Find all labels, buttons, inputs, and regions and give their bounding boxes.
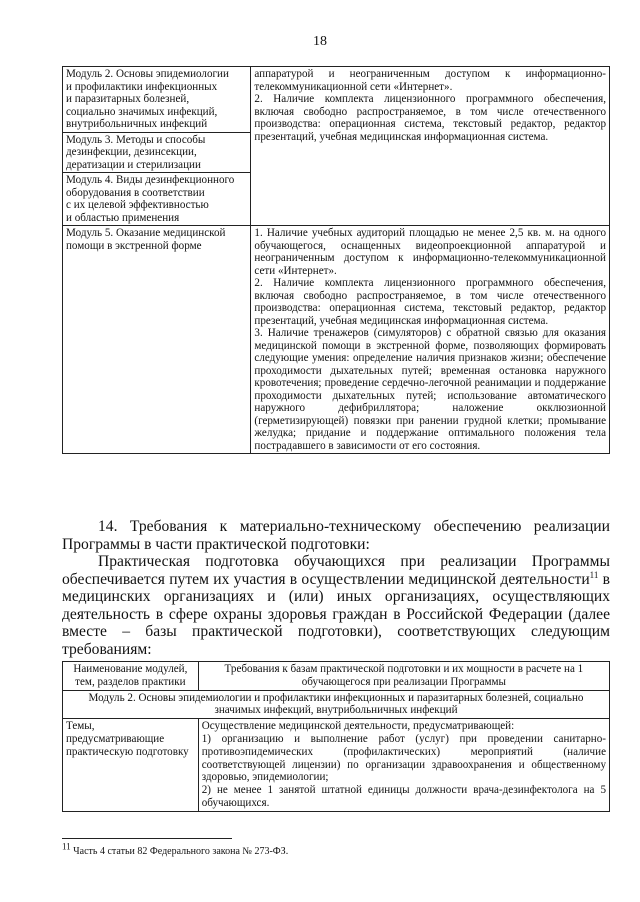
topics-cell: Темы, предусматривающие практическую подготовку [63, 719, 199, 812]
requirement-simulators: 3. Наличие тренажеров (симуляторов) с обратной связью для оказания медицинской помощи в экстренной форме, позволяющих формировать следующие умения: определение наличия признаков жизни; обеспечение проходимости дыхательных путей; временная остановка наружного кровотечения; проведение сердечно-легочной реанимации и поддержание проходимости дыхательных путей; использование автоматического наружного дефибриллятора; наложение окклюзионной (герметизирующей) повязки при ранении грудной клетки; промывание желудка; придание и поддержание оптимального положения тела пострадавшего в зависимости от его состояния. [254, 327, 606, 452]
header-col-modules: Наименование модулей, тем, разделов практики [63, 662, 199, 691]
footnote-mark: 11 [62, 841, 71, 852]
module-4-line: оборудования в соответствии [66, 186, 205, 199]
header-col-requirements: Требования к базам практической подготовки и их мощности в расчете на 1 обучающегося при реализации Программы [198, 662, 609, 691]
section-heading: 14. Требования к материально-техническому обеспечению реализации Программы в части практической подготовки: [62, 518, 610, 553]
module-4-line: с их целевой эффективностью [66, 199, 209, 211]
module-2-line: и паразитарных болезней, [66, 93, 190, 105]
module-2-line: внутрибольничных инфекций [66, 118, 208, 130]
footnote [62, 841, 602, 858]
module-2-line: социально значимых инфекций, [66, 105, 218, 118]
paragraph-text: Практическая подготовка обучающихся при реализации Программы обеспечивается путем их участия в осуществлении медицинской деятельности [62, 553, 610, 588]
module-3-cell [63, 132, 251, 173]
module-2-cell [63, 67, 251, 133]
requirement-item-1: 1) организацию и выполнение работ (услуг) при проведении санитарно-противоэпидемических (профилактических) мероприятий (наличие соответствующей лицензии) по организации здравоохранения и общественному здоровью, эпидемиологии; [201, 732, 606, 784]
module-3-line: дератизации и стерилизации [66, 158, 201, 171]
footnote-text: Часть 4 статьи 82 Федерального закона № 273-ФЗ. [70, 846, 289, 857]
requirement-software: 2. Наличие комплекта лицензионного программного обеспечения, включая свободно распространяемое, в том числе отечественного производства: операционная система, текстовый редактор, редактор презентаций, учебная медицинская информационная система. [254, 93, 606, 143]
requirement-classrooms: 1. Наличие учебных аудиторий площадью не менее 2,5 кв. м. на одного обучающегося, оснащенных видеопроекционной аппаратурой и неограниченным доступом к информационно-телекоммуникационной сети «Интернет». [254, 227, 606, 277]
page-number: 18 [313, 34, 327, 49]
paragraph-text-continued: в медицинских организациях и (или) иных организациях, осуществляющих деятельность в сфере охраны здоровья граждан в Российской Федерации (далее вместе – базы практической подготовки), соответствующих следующим требованиям: [62, 570, 610, 658]
module-2-row: Модуль 2. Основы эпидемиологии и профилактики инфекционных и паразитарных болезней, социально значимых инфекций, внутрибольничных инфекций [63, 690, 610, 719]
module-2-line: Модуль 2. Основы эпидемиологии [66, 68, 229, 80]
module-3-line: Модуль 3. Методы и способы [66, 133, 206, 146]
module-4-line: и областью применения [66, 211, 180, 224]
practical-training-table [62, 661, 610, 812]
footnote-reference: 11 [589, 569, 599, 580]
requirement-item-2: 2) не менее 1 занятой штатной единицы должности врача-дезинфектолога на 5 обучающихся. [201, 784, 606, 809]
requirements-cell-module-5 [251, 226, 610, 454]
module-3-line: дезинфекции, дезинсекции, [66, 146, 197, 158]
requirement-software: 2. Наличие комплекта лицензионного программного обеспечения, включая свободно распространяемое, в том числе отечественного производства: операционная система, текстовый редактор, редактор презентаций, учебная медицинская информационная система. [254, 277, 606, 327]
section-paragraph [62, 553, 610, 658]
module-4-cell [63, 173, 251, 226]
equipment-requirements-table [62, 66, 610, 454]
footnote-separator [62, 838, 232, 839]
module-2-line: и профилактики инфекционных [66, 80, 218, 93]
requirement-intro: Осуществление медицинской деятельности, предусматривающей: [201, 720, 515, 733]
module-5-line: помощи в экстренной форме [66, 239, 202, 252]
base-requirements-cell [198, 719, 609, 812]
module-5-line: Модуль 5. Оказание медицинской [66, 227, 226, 239]
requirements-cell-modules-2-4 [251, 67, 610, 226]
requirement-internet-access: аппаратурой и неограниченным доступом к информационно-телекоммуникационной сети «Интернет». [254, 68, 606, 93]
module-4-line: Модуль 4. Виды дезинфекционного [66, 174, 235, 186]
module-5-cell [63, 226, 251, 454]
section-14 [62, 518, 610, 658]
